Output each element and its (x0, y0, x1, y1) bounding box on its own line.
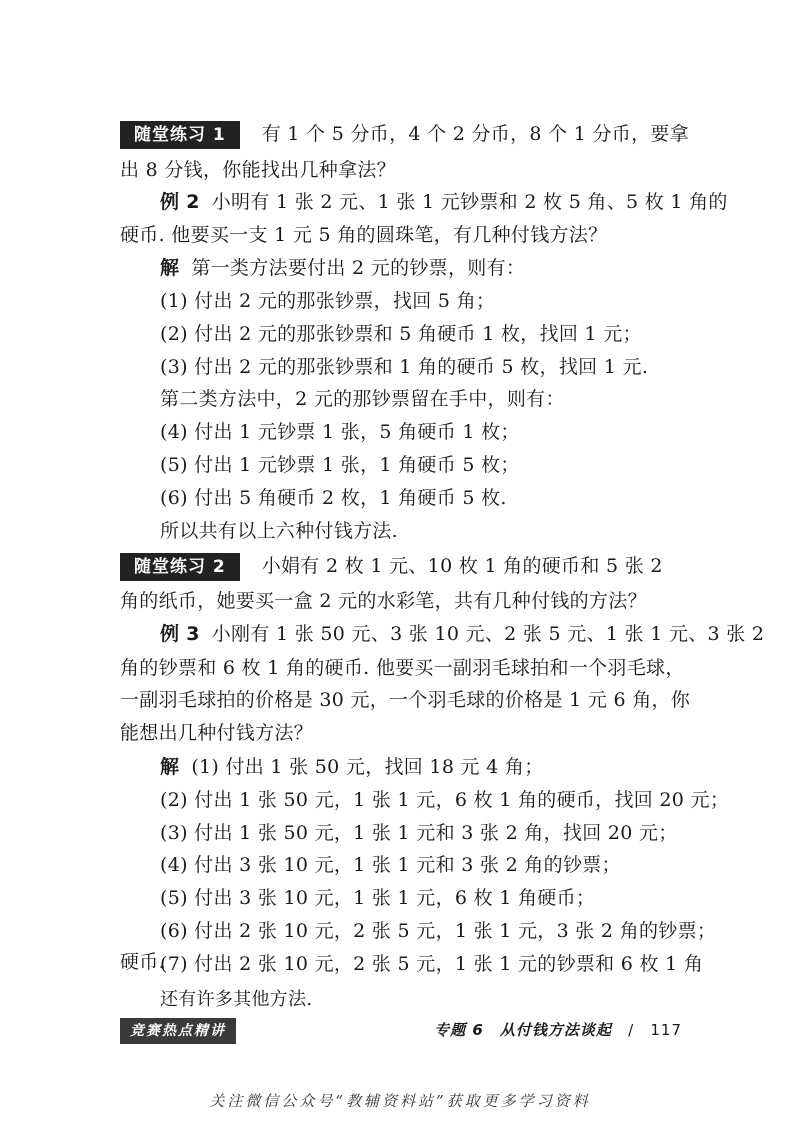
practice1-text: 有 1 个 5 分币，4 个 2 分币，8 个 1 分币，要拿 (261, 123, 689, 145)
example3-step-4: (4) 付出 3 张 10 元，1 张 1 元和 3 张 2 角的钞票； (160, 854, 621, 877)
example3-solution (160, 753, 690, 781)
solution-label: 解 (160, 257, 180, 280)
watermark: 关注微信公众号“教辅资料站”获取更多学习资料 (209, 1092, 591, 1110)
example2-text: 小明有 1 张 2 元、1 张 1 元钞票和 2 枚 5 角、5 枚 1 角的 (211, 190, 728, 213)
example3-line3: 一副羽毛球拍的价格是 30 元，一个羽毛球的价格是 1 元 6 角，你 (120, 689, 691, 712)
example2-step-5: (4) 付出 1 元钞票 1 张，5 角硬币 1 枚； (160, 421, 520, 444)
example3-step-6: (6) 付出 2 张 10 元，2 张 5 元，1 张 1 元，3 张 2 角的钞票； (160, 920, 717, 943)
example2-label: 例 2 (160, 190, 200, 213)
example3-step-7: (7) 付出 2 张 10 元，2 张 5 元，1 张 1 元的钞票和 6 枚 1 角 (160, 952, 704, 975)
example2-step-7: (6) 付出 5 角硬币 2 枚，1 角硬币 5 枚. (160, 486, 507, 509)
example3-step-2: (2) 付出 1 张 50 元，1 张 1 元，6 枚 1 角的硬币，找回 20 元； (160, 788, 730, 811)
example3-closing (160, 986, 690, 1014)
example2-step-4: 第二类方法中，2 元的那钞票留在手中，则有： (160, 388, 565, 411)
chapter-title: 专题 6 从付钱方法谈起 (434, 1021, 612, 1039)
solution-label: 解 (160, 756, 180, 779)
example2-step-2: (2) 付出 2 元的那张钞票和 5 角硬币 1 枚，找回 1 元； (160, 322, 642, 345)
practice1-line2: 出 8 分钱，你能找出几种拿法？ (120, 158, 396, 181)
example2-line1 (160, 188, 728, 216)
solution-intro: 第一类方法要付出 2 元的钞票，则有： (191, 257, 526, 280)
practice2-text: 小娟有 2 枚 1 元、10 枚 1 角的硬币和 5 张 2 (261, 555, 663, 578)
page-number: 117 (650, 1021, 682, 1039)
practice1-badge: 随堂练习 1 (120, 121, 240, 149)
closing-text: 还有许多其他方法. (160, 989, 313, 1010)
practice1-line1 (120, 120, 690, 149)
example3-step-7-continued: 硬币. (120, 950, 165, 973)
example3-step-3: (3) 付出 1 张 50 元，1 张 1 元和 3 张 2 角，找回 20 元； (160, 821, 678, 844)
example3-label: 例 3 (160, 622, 200, 645)
series-badge: 竞赛热点精讲 (120, 1018, 236, 1044)
example3-step-1: (1) 付出 1 张 50 元，找回 18 元 4 角； (191, 756, 544, 779)
practice2-badge: 随堂练习 2 (120, 553, 240, 581)
page-footer (434, 1018, 682, 1042)
practice2-line2: 角的纸币，她要买一盒 2 元的水彩笔，共有几种付钱的方法？ (120, 590, 647, 613)
example3-line2: 角的钞票和 6 枚 1 角的硬币. 他要买一副羽毛球拍和一个羽毛球， (120, 656, 685, 679)
practice2-line1 (120, 552, 690, 581)
example2-solution (160, 254, 690, 282)
example3-line1 (160, 620, 765, 648)
example2-step-3: (3) 付出 2 元的那张钞票和 1 角的硬币 5 枚，找回 1 元. (160, 355, 649, 378)
example3-text: 小刚有 1 张 50 元、3 张 10 元、2 张 5 元、1 张 1 元、3 张 2 (211, 622, 765, 645)
example2-line2: 硬币. 他要买一支 1 元 5 角的圆珠笔，有几种付钱方法？ (120, 224, 608, 247)
example2-step-6: (5) 付出 1 元钞票 1 张，1 角硬币 5 枚； (160, 453, 520, 476)
example2-step-1: (1) 付出 2 元的那张钞票，找回 5 角； (160, 289, 496, 312)
example3-line4: 能想出几种付钱方法？ (120, 722, 314, 745)
page-separator: / (628, 1021, 635, 1039)
example2-step-8: 所以共有以上六种付钱方法. (160, 519, 398, 542)
example3-step-5: (5) 付出 3 张 10 元，1 张 1 元，6 枚 1 角硬币； (160, 887, 596, 910)
